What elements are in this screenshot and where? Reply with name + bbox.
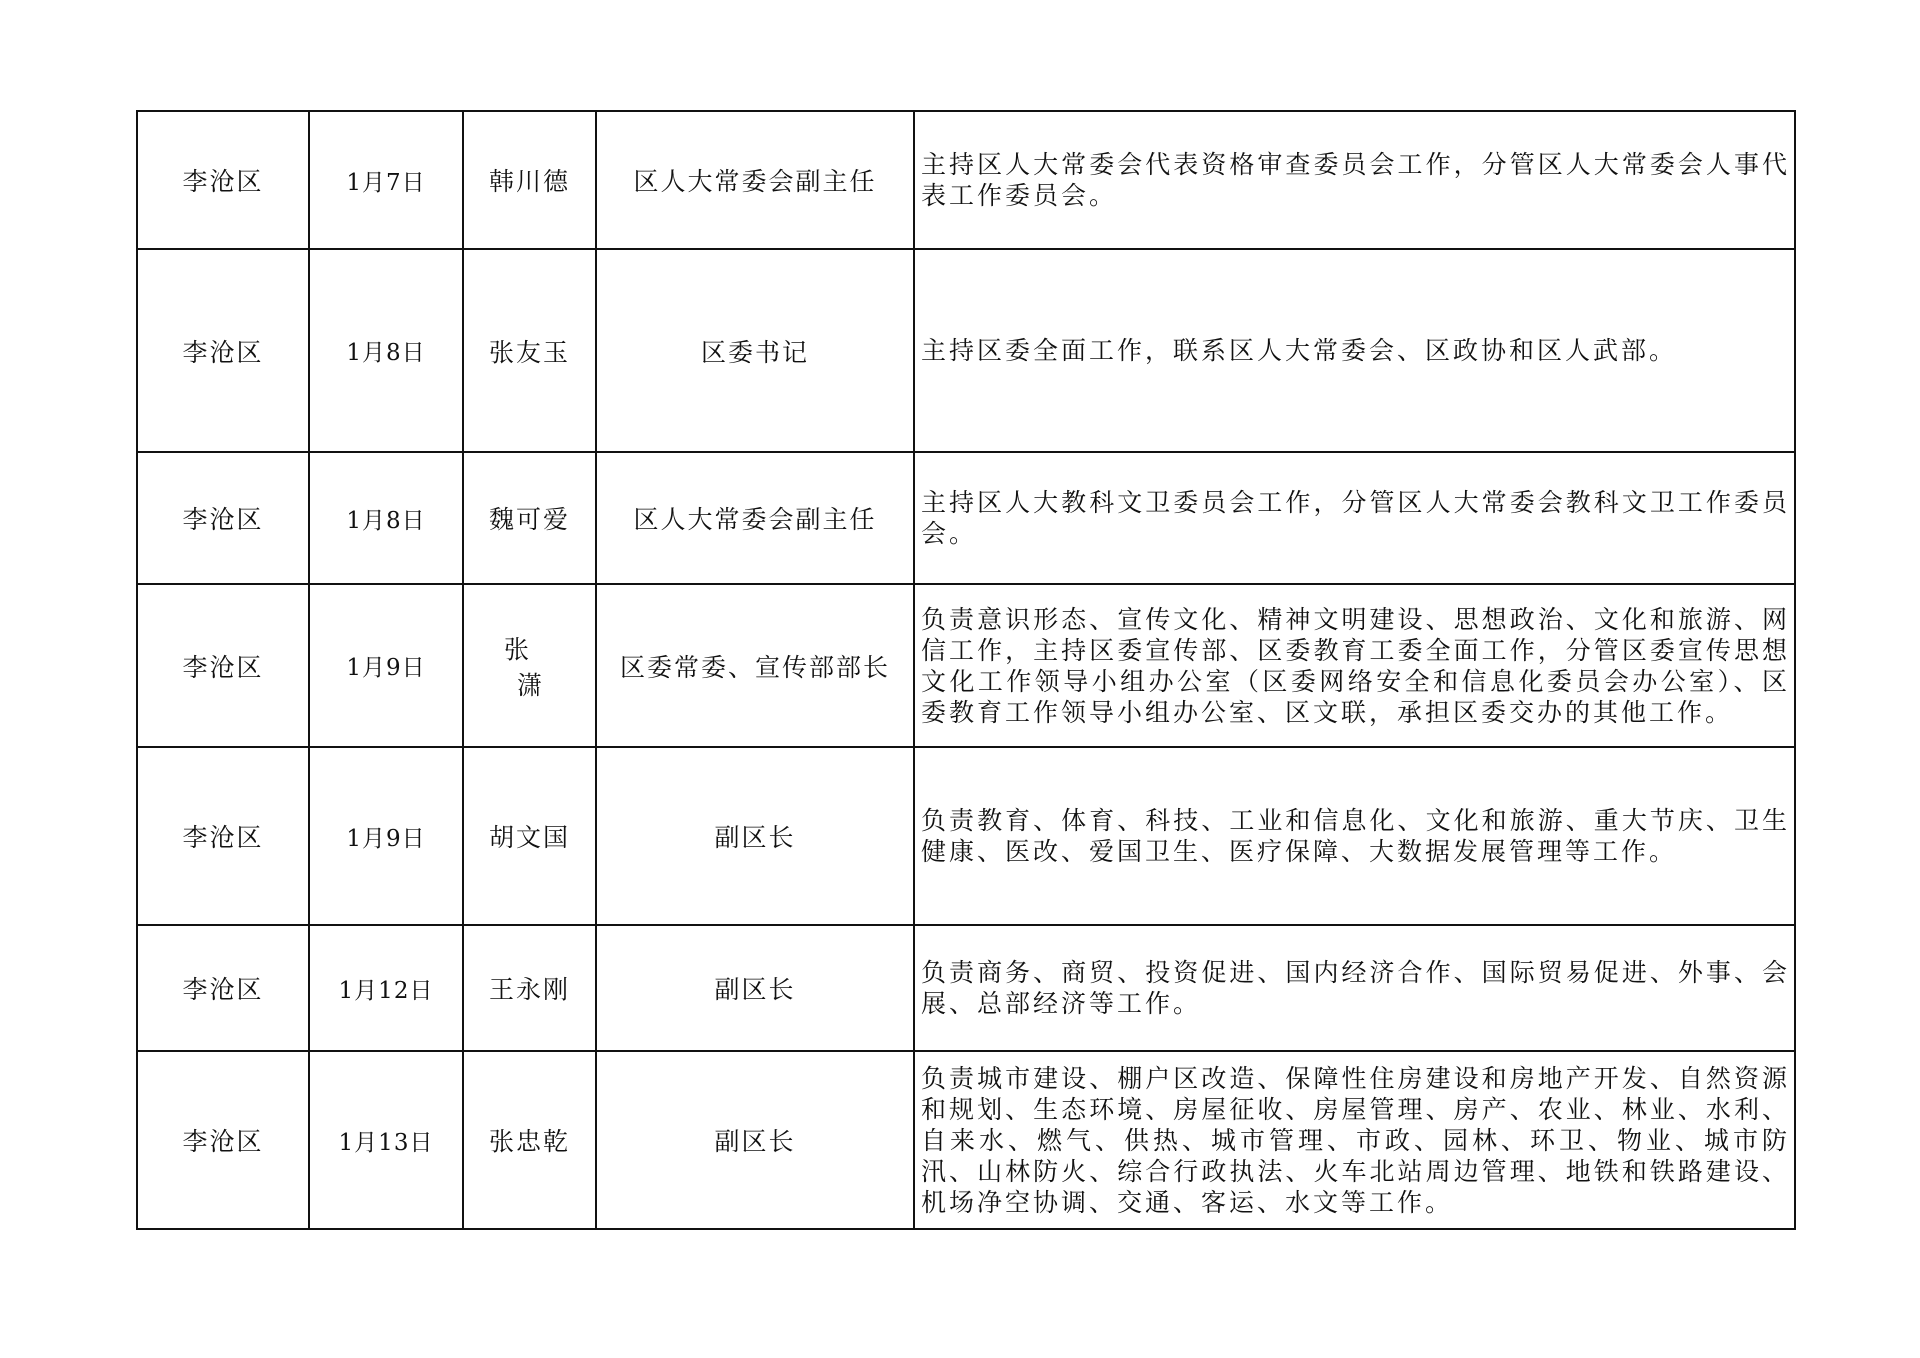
date-cell: 1月9日 [309,584,463,747]
name-cell [463,584,596,747]
position-cell: 区人大常委会副主任 [596,111,914,249]
name-cell: 韩川德 [463,111,596,249]
position-cell: 副区长 [596,1051,914,1229]
name-text: 张 潇 [503,634,568,700]
date-cell: 1月7日 [309,111,463,249]
table-row [137,452,1795,584]
name-cell: 张忠乾 [463,1051,596,1229]
date-cell: 1月9日 [309,747,463,925]
official-schedule-table [136,110,1796,1230]
district-cell: 李沧区 [137,249,309,452]
position-cell: 副区长 [596,925,914,1051]
date-cell: 1月8日 [309,249,463,452]
district-cell: 李沧区 [137,584,309,747]
duties-cell: 负责城市建设、棚户区改造、保障性住房建设和房地产开发、自然资源和规划、生态环境、房屋征收、房屋管理、房产、农业、林业、水利、自来水、燃气、供热、城市管理、市政、园林、环卫、物业、城市防汛、山林防火、综合行政执法、火车北站周边管理、地铁和铁路建设、机场净空协调、交通、客运、水文等工作。 [914,1051,1795,1229]
position-cell: 区人大常委会副主任 [596,452,914,584]
duties-cell: 负责商务、商贸、投资促进、国内经济合作、国际贸易促进、外事、会展、总部经济等工作。 [914,925,1795,1051]
name-cell: 魏可爱 [463,452,596,584]
district-cell: 李沧区 [137,1051,309,1229]
table-row [137,584,1795,747]
duties-cell: 主持区人大常委会代表资格审查委员会工作，分管区人大常委会人事代表工作委员会。 [914,111,1795,249]
district-cell: 李沧区 [137,747,309,925]
table-row [137,1051,1795,1229]
position-cell: 副区长 [596,747,914,925]
date-cell: 1月12日 [309,925,463,1051]
date-cell: 1月13日 [309,1051,463,1229]
district-cell: 李沧区 [137,452,309,584]
date-cell: 1月8日 [309,452,463,584]
duties-cell: 负责意识形态、宣传文化、精神文明建设、思想政治、文化和旅游、网信工作，主持区委宣传部、区委教育工委全面工作，分管区委宣传思想文化工作领导小组办公室（区委网络安全和信息化委员会办公室）、区委教育工作领导小组办公室、区文联，承担区委交办的其他工作。 [914,584,1795,747]
district-cell: 李沧区 [137,925,309,1051]
duties-cell: 负责教育、体育、科技、工业和信息化、文化和旅游、重大节庆、卫生健康、医改、爱国卫生、医疗保障、大数据发展管理等工作。 [914,747,1795,925]
table-row [137,111,1795,249]
position-cell: 区委常委、宣传部部长 [596,584,914,747]
position-cell: 区委书记 [596,249,914,452]
table-row [137,747,1795,925]
table-row [137,925,1795,1051]
name-cell: 王永刚 [463,925,596,1051]
duties-cell: 主持区委全面工作，联系区人大常委会、区政协和区人武部。 [914,249,1795,452]
name-cell: 胡文国 [463,747,596,925]
table-row [137,249,1795,452]
duties-cell: 主持区人大教科文卫委员会工作，分管区人大常委会教科文卫工作委员会。 [914,452,1795,584]
name-cell: 张友玉 [463,249,596,452]
district-cell: 李沧区 [137,111,309,249]
